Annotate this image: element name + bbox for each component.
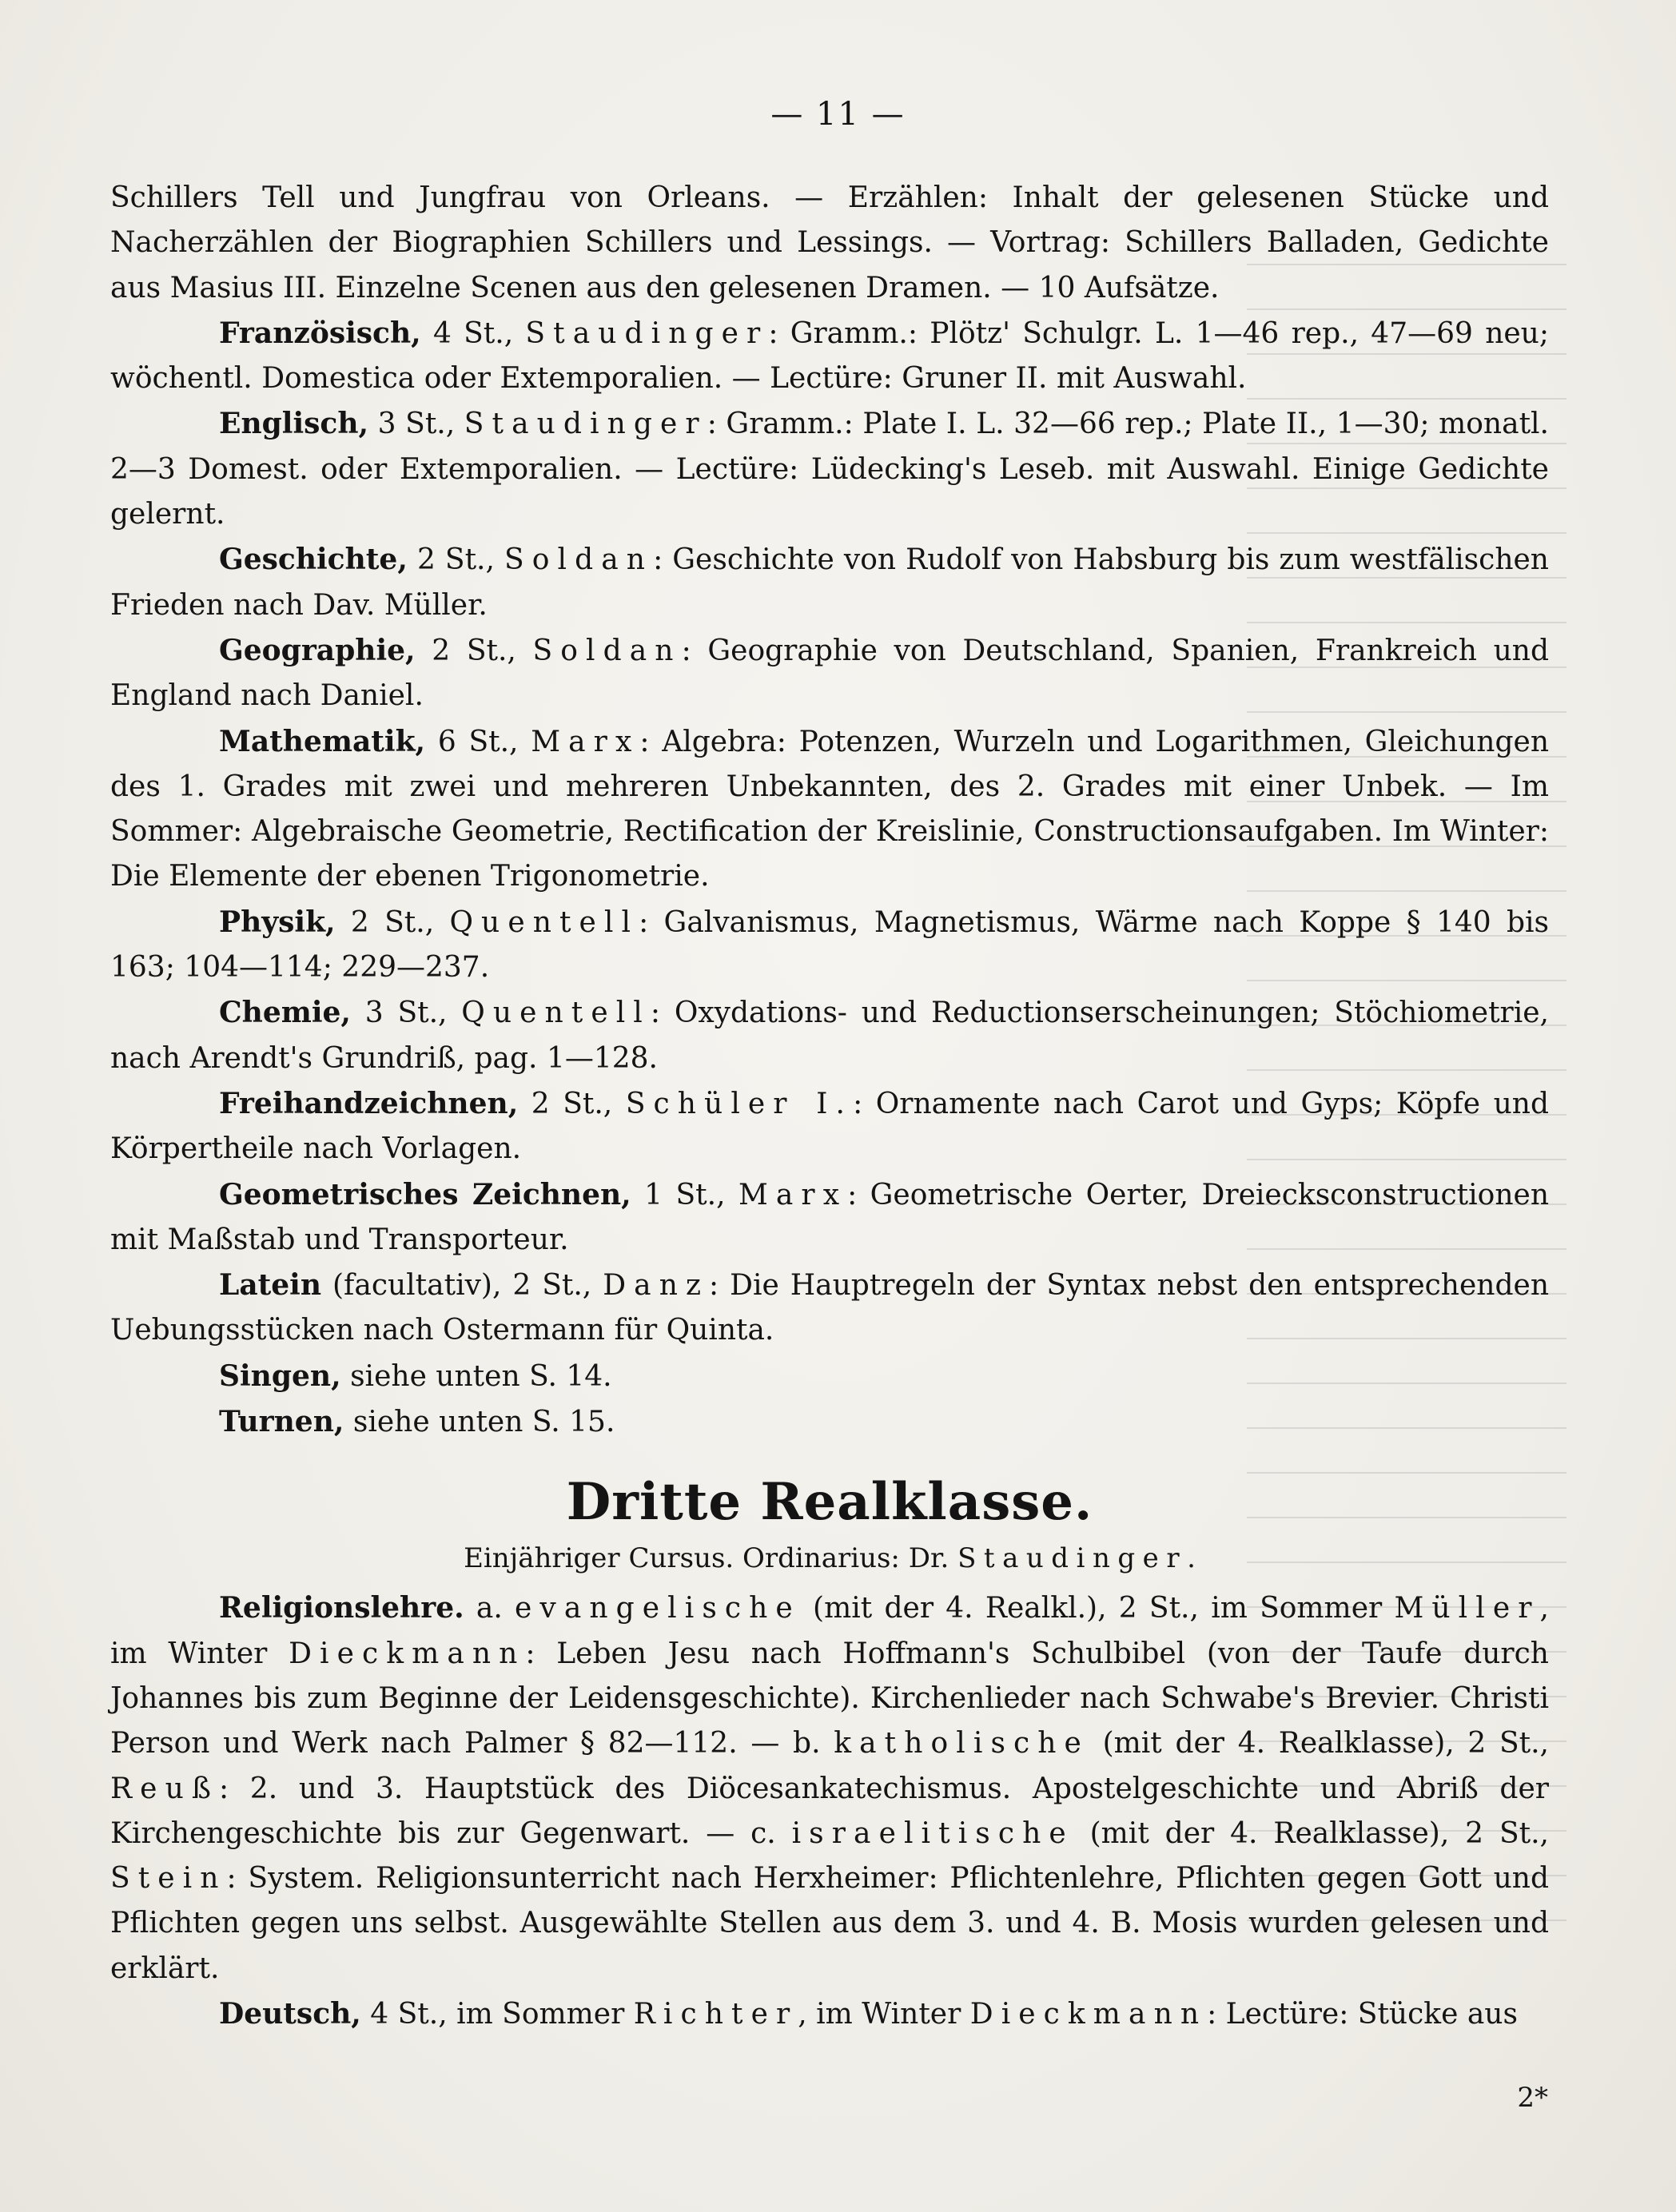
subject-entry-singing: Singen, siehe unten S. 14. xyxy=(219,1359,612,1393)
subject-heading: Deutsch, xyxy=(219,1996,361,2031)
subject-heading: Chemie, xyxy=(219,996,351,1030)
subject-entry-french: Französisch, 4 St., Staudinger: Gramm.: Plötz' Schulgr. L. 1—46 rep., 47—69 neu; wöchentl. Domestica oder Extemporalien. — Lectüre: Gruner II. mit Auswahl. xyxy=(110,316,1549,396)
teacher-name: Soldan xyxy=(504,543,654,577)
subject-entry-german: Deutsch, 4 St., im Sommer Richter, im Winter Dieckmann: Lectüre: Stücke aus xyxy=(219,1996,1518,2031)
teacher-name: Soldan xyxy=(532,634,682,667)
teacher-name: Quentell xyxy=(461,997,651,1030)
teacher-name: Stein xyxy=(110,1862,227,1896)
subject-entry-geography: Geographie, 2 St., Soldan: Geographie von Deutschland, Spanien, Frankreich und England nach Daniel. xyxy=(110,633,1549,713)
subject-heading: Mathematik, xyxy=(219,724,426,758)
teacher-name: Dieckmann xyxy=(969,1997,1208,2031)
teacher-name: Marx xyxy=(531,725,640,758)
subject-heading: Singen, xyxy=(219,1359,341,1393)
subject-entry-mathematics: Mathematik, 6 St., Marx: Algebra: Potenzen, Wurzeln und Logarithmen, Gleichungen des 1. Grades mit zwei und mehreren Unbekannten, des 2. Grades mit einer Unbek. — Im Sommer: Algebraische Geometrie, Rectification der Kreislinie, Constructionsaufgaben. Im Winter: Die Elemente der ebenen Trigonometrie. xyxy=(110,724,1550,893)
subject-entry-physics: Physik, 2 St., Quentell: Galvanismus, Magnetismus, Wärme nach Koppe § 140 bis 163; 104—114; 229—237. xyxy=(110,905,1550,985)
subject-entry-freehand-drawing: Freihandzeichnen, 2 St., Schüler I.: Ornamente nach Carot und Gyps; Köpfe und Körpertheile nach Vorlagen. xyxy=(110,1086,1550,1166)
teacher-name: Staudinger xyxy=(464,408,707,441)
subject-heading: Englisch, xyxy=(219,407,369,441)
ordinarius-name: Staudinger xyxy=(957,1542,1188,1575)
subject-heading: Geometrisches Zeichnen, xyxy=(219,1177,631,1211)
subject-heading: Geschichte, xyxy=(219,543,408,577)
subject-entry-geometric-drawing: Geometrisches Zeichnen, 1 St., Marx: Geometrische Oerter, Dreiecksconstructionen mit Maßstab und Transporteur. xyxy=(110,1177,1550,1256)
main-text xyxy=(110,176,1549,2037)
subject-entry-religion: Religionslehre. a. evangelische (mit der 4. Realkl.), 2 St., im Sommer Müller, im Winter Dieckmann: Leben Jesu nach Hoffmann's Schulbibel (von der Taufe durch Johannes bis zum Beginne der Leidensgeschichte). Kirchenlieder nach Schwabe's Brevier. Christi Person und Werk nach Palmer § 82—112. — b. katholische (mit der 4. Realklasse), 2 St., Reuß: 2. und 3. Hauptstück des Diöcesankatechismus. Apostelgeschichte und Abriß der Kirchengeschichte bis zur Gegenwart. — c. israelitische (mit der 4. Realklasse), 2 St., Stein: System. Religionsunterricht nach Herxheimer: Pflichtenlehre, Pflichten gegen Gott und Pflichten gegen uns selbst. Ausgewählte Stellen aus dem 3. und 4. B. Mosis wurden gelesen und erklärt. xyxy=(110,1591,1549,1985)
signature-mark: 2* xyxy=(1517,2082,1548,2114)
page-number: — 11 — xyxy=(770,96,906,133)
teacher-name: Dieckmann xyxy=(289,1637,526,1670)
teacher-name: Reuß xyxy=(110,1772,219,1805)
teacher-name: Müller xyxy=(1394,1592,1540,1625)
subject-entry-english: Englisch, 3 St., Staudinger: Gramm.: Plate I. L. 32—66 rep.; Plate II., 1—30; monatl. 2—3 Domest. oder Extemporalien. — Lectüre: Lüdecking's Leseb. mit Auswahl. Einige Gedichte gelernt. xyxy=(110,407,1549,531)
teacher-name: Richter xyxy=(633,1997,798,2031)
section-subtitle: Einjähriger Cursus. Ordinarius: Dr. Staudinger. xyxy=(464,1542,1196,1575)
section-title: Dritte Realklasse. xyxy=(566,1472,1093,1533)
subject-heading: Freihandzeichnen, xyxy=(219,1086,519,1120)
subject-entry-chemistry: Chemie, 3 St., Quentell: Oxydations- und Reductionserscheinungen; Stöchiometrie, nach Arendt's Grundriß, pag. 1—128. xyxy=(110,996,1550,1075)
subject-heading: Religionslehre. xyxy=(219,1591,464,1625)
teacher-name: Marx xyxy=(738,1178,848,1211)
teacher-name: Staudinger xyxy=(525,316,769,350)
subject-entry-latin: Latein (facultativ), 2 St., Danz: Die Hauptregeln der Syntax nebst den entsprechenden Uebungsstücken nach Ostermann für Quinta. xyxy=(110,1268,1550,1347)
teacher-name: Schüler I. xyxy=(625,1087,854,1120)
subject-heading: Turnen, xyxy=(219,1405,344,1439)
teacher-name: Danz xyxy=(603,1269,710,1303)
subject-heading: Latein xyxy=(219,1268,322,1303)
intro-paragraph: Schillers Tell und Jungfrau von Orleans. — Erzählen: Inhalt der gelesenen Stücke und Nacherzählen der Biographien Schillers und Lessings. — Vortrag: Schillers Balladen, Gedichte aus Masius III. Einzelne Scenen aus den gelesenen Dramen. — 10 Aufsätze. xyxy=(110,181,1549,304)
subject-heading: Physik, xyxy=(219,905,336,939)
teacher-name: Quentell xyxy=(449,905,639,939)
subject-entry-gymnastics: Turnen, siehe unten S. 15. xyxy=(219,1405,615,1439)
subject-entry-history: Geschichte, 2 St., Soldan: Geschichte von Rudolf von Habsburg bis zum westfälischen Frieden nach Dav. Müller. xyxy=(110,543,1549,622)
subject-heading: Französisch, xyxy=(219,316,421,350)
subject-heading: Geographie, xyxy=(219,633,416,667)
